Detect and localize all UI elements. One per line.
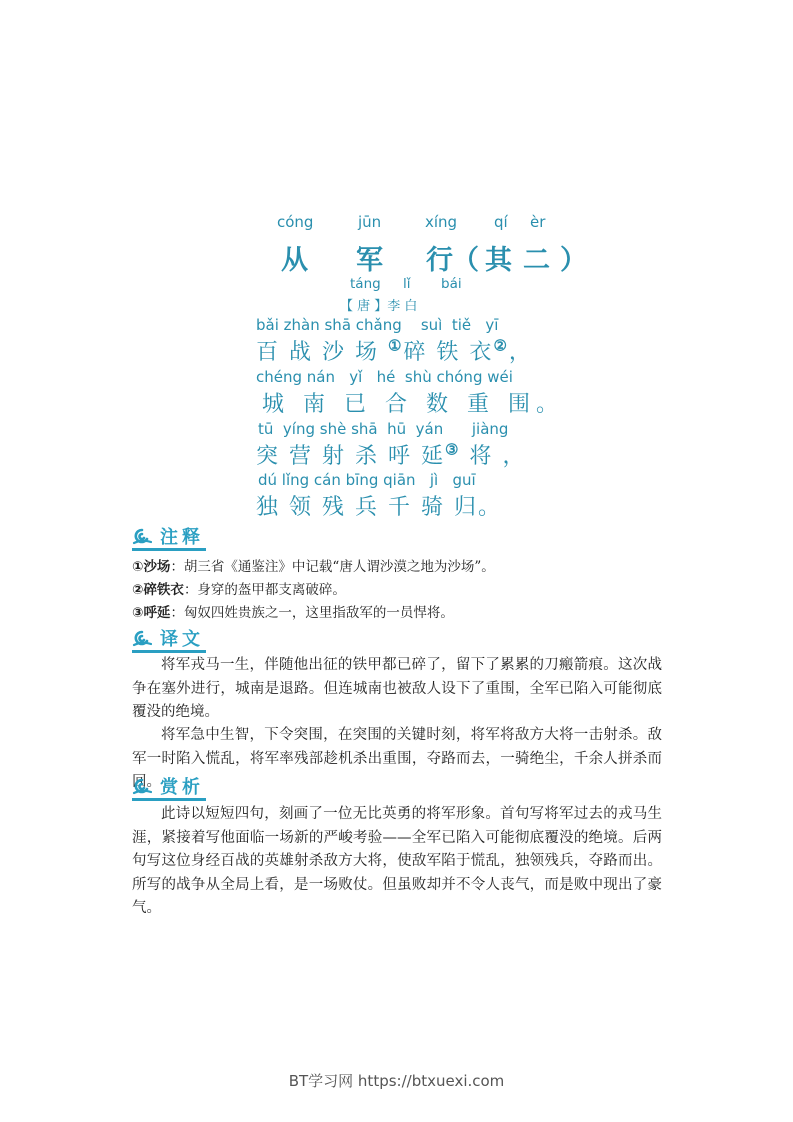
section-heading-translation: [132, 626, 204, 650]
dynasty: 【 唐 】: [340, 299, 388, 314]
note-term: 呼延: [143, 605, 171, 621]
footer-watermark: BT学习网 https://btxuexi.com: [288, 1072, 505, 1090]
punctuation: ，: [508, 340, 533, 365]
section-title: 译文: [160, 629, 204, 650]
verse-text: 城 南 已 合 数 重 围: [262, 392, 536, 417]
pinyin: xíng: [425, 213, 458, 231]
title-char: （: [452, 245, 479, 276]
section-title: 注释: [160, 527, 204, 548]
heading-underline: [132, 548, 206, 551]
author-line: [340, 295, 417, 314]
poem-line-1-pinyin: bǎi zhàn shā chǎng suì tiě yī: [256, 316, 499, 334]
pinyin: jūn: [358, 213, 382, 231]
title-char: 从: [281, 245, 308, 276]
section-heading-appreciation: [132, 774, 204, 798]
poem-line-3-pinyin: tū yíng shè shā hū yán jiàng: [258, 420, 509, 438]
title-char: 二: [523, 245, 550, 276]
poem-line-4-pinyin: dú lǐng cán bīng qiān jì guī: [258, 471, 476, 489]
title-char: ）: [560, 245, 587, 276]
pinyin: cóng: [277, 213, 314, 231]
appreciation-paragraph: 此诗以短短四句，刻画了一位无比英勇的将军形象。首句写将军过去的戎马生涯，紧接着写他面临一场新的严峻考验——全军已陷入可能彻底覆没的绝境。后两句写这位身经百战的英雄射杀敌方大将，使敌军陷于慌乱，独领残兵，夺路而出。所写的战争从全局上看，是一场败仗。但虽败却并不令人丧气，而是败中现出了豪气。: [132, 806, 662, 916]
author-name: 李 白: [387, 299, 418, 314]
punctuation: 。: [477, 495, 502, 520]
note-item: [132, 578, 346, 598]
heading-underline: [132, 650, 206, 653]
note-marker: ①: [387, 336, 404, 355]
note-number: ①: [132, 559, 144, 575]
note-marker: ②: [493, 336, 509, 355]
note-term: 碎铁衣: [143, 582, 184, 598]
pinyin: qí: [494, 213, 508, 231]
title-char: 军: [356, 245, 383, 276]
author-pinyin: [0, 276, 793, 294]
note-text: ：身穿的盔甲都支离破碎。: [183, 582, 346, 598]
poem-line-2: [262, 387, 564, 418]
poem-title: [0, 238, 793, 276]
section-title: 赏析: [160, 777, 204, 798]
note-text: ：匈奴四姓贵族之一，这里指敌军的一员悍将。: [170, 605, 454, 621]
poem-line-3: [256, 439, 526, 470]
pinyin: èr: [530, 213, 546, 231]
title-char: 其: [485, 245, 512, 276]
section-heading-notes: [132, 524, 204, 548]
verse-text: 突 营 射 杀 呼 延: [256, 444, 445, 469]
verse-text: 百 战 沙 场: [256, 340, 379, 365]
title-pinyin: [0, 213, 793, 233]
punctuation: 。: [535, 392, 564, 417]
note-marker: ③: [444, 440, 461, 459]
note-number: ②: [132, 582, 144, 598]
poem-line-2-pinyin: chéng nán yǐ hé shù chóng wéi: [256, 368, 513, 386]
swirl-icon: [132, 527, 152, 545]
heading-underline: [132, 798, 206, 801]
verse-text: 将: [469, 444, 494, 469]
translation-paragraph: 将军急中生智，下令突围，在突围的关键时刻，将军将敌方大将一击射杀。敌军一时陷入慌乱，将军率残部趁机杀出重围，夺路而去，一骑绝尘，千余人拼杀而回。: [132, 727, 662, 790]
pinyin: táng: [350, 276, 381, 292]
verse-text: 碎 铁 衣: [403, 340, 494, 365]
note-item: [132, 555, 495, 575]
title-char: 行: [426, 245, 453, 276]
note-number: ③: [132, 605, 144, 621]
note-item: [132, 601, 454, 621]
note-text: ：胡三省《通鉴注》中记载“唐人谓沙漠之地为沙场”。: [170, 559, 495, 575]
swirl-icon: [132, 777, 152, 795]
poem-line-4: [256, 490, 502, 521]
poem-line-1: [256, 335, 533, 366]
swirl-icon: [132, 629, 152, 647]
verse-text: 独 领 残 兵 千 骑 归: [256, 495, 478, 520]
punctuation: ，: [502, 444, 527, 469]
pinyin: bái: [441, 276, 462, 292]
note-term: 沙场: [143, 559, 171, 575]
translation-paragraph: 将军戎马一生，伴随他出征的铁甲都已碎了，留下了累累的刀瘢箭痕。这次战争在塞外进行，城南是退路。但连城南也被敌人设下了重围，全军已陷入可能彻底覆没的绝境。: [132, 657, 662, 720]
pinyin: lǐ: [403, 276, 411, 292]
